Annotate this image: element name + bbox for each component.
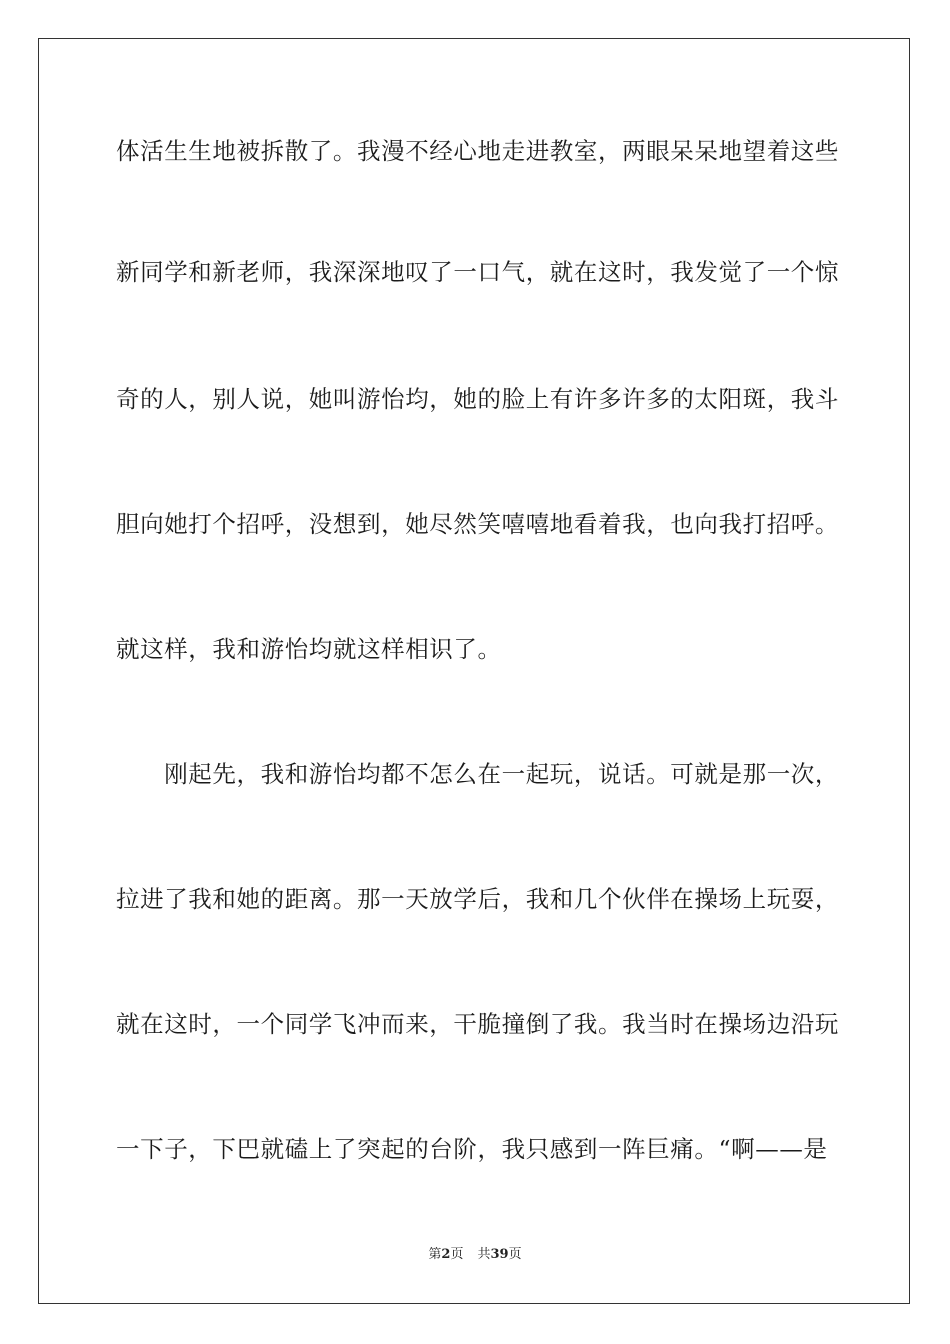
body-text-line-1: 体活生生地被拆散了。我漫不经心地走进教室，两眼呆呆地望着这些 xyxy=(116,137,839,165)
total-pages: 39 xyxy=(490,1247,509,1262)
total-suffix: 页 xyxy=(508,1247,522,1262)
page-number: 2 xyxy=(441,1247,451,1262)
page-prefix: 第 xyxy=(428,1247,442,1262)
body-text-line-4: 胆向她打个招呼，没想到，她尽然笑嘻嘻地看着我，也向我打招呼。 xyxy=(116,510,839,538)
page-footer xyxy=(0,1246,950,1264)
body-text-line-3: 奇的人，别人说，她叫游怡均，她的脸上有许多许多的太阳斑，我斗 xyxy=(116,385,839,413)
body-text-line-9: 一下子，下巴就磕上了突起的台阶，我只感到一阵巨痛。“啊——是 xyxy=(116,1135,828,1163)
total-prefix: 共 xyxy=(477,1247,491,1262)
body-text-line-8: 就在这时，一个同学飞冲而来，干脆撞倒了我。我当时在操场边沿玩 xyxy=(116,1010,839,1038)
body-text-line-7: 拉进了我和她的距离。那一天放学后，我和几个伙伴在操场上玩耍， xyxy=(116,885,839,913)
body-text-line-5: 就这样，我和游怡均就这样相识了。 xyxy=(116,635,502,663)
body-text-line-6: 刚起先，我和游怡均都不怎么在一起玩，说话。可就是那一次， xyxy=(116,760,839,788)
page-suffix: 页 xyxy=(450,1247,464,1262)
page-border xyxy=(38,38,910,1304)
body-text-line-2: 新同学和新老师，我深深地叹了一口气，就在这时，我发觉了一个惊 xyxy=(116,258,839,286)
